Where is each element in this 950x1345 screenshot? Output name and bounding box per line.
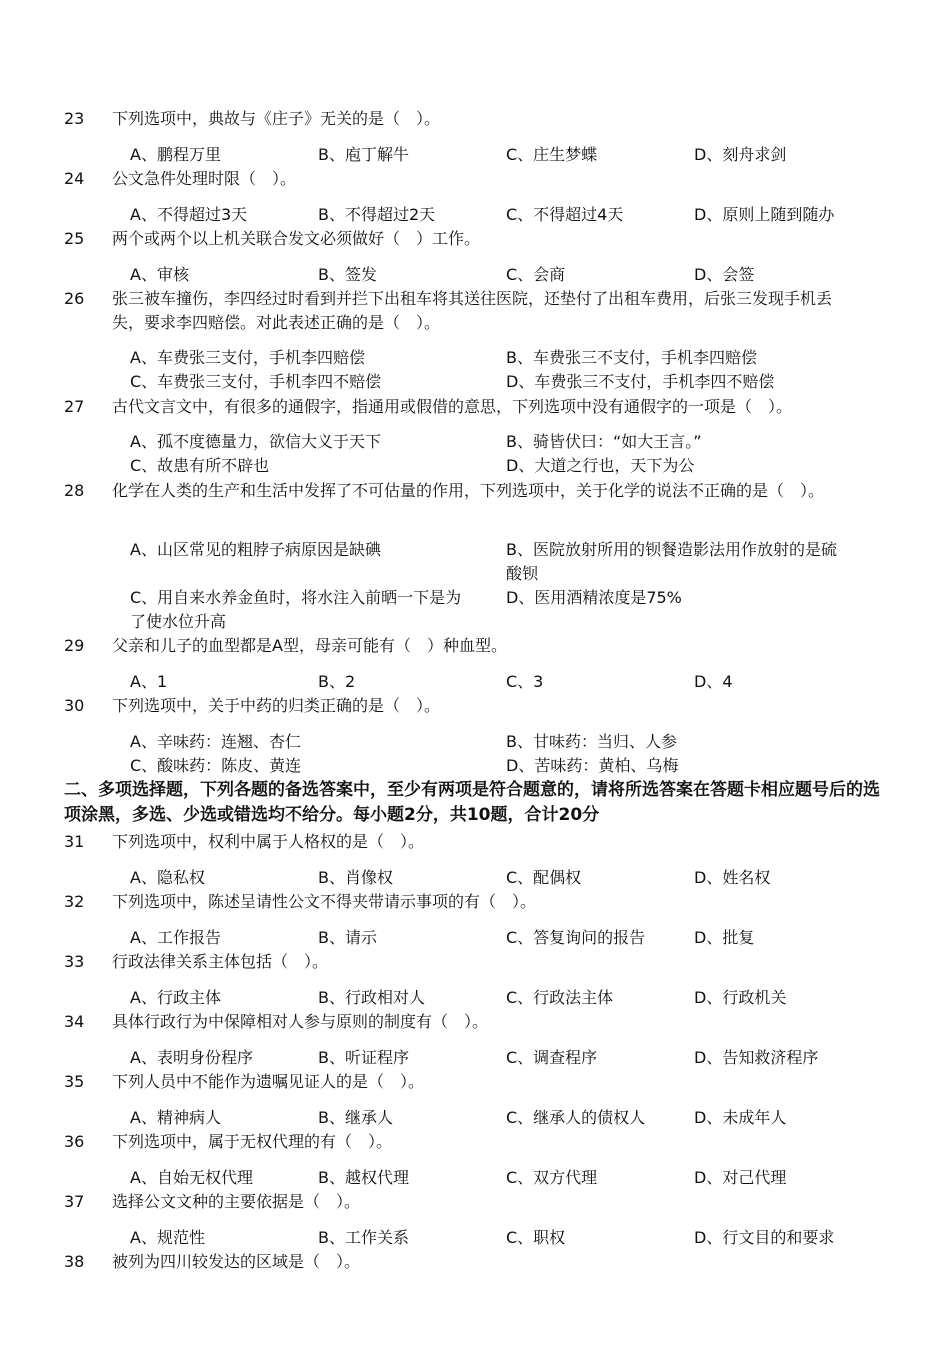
- option-d: D、对己代理: [694, 1168, 787, 1187]
- option-b: B、甘味药：当归、人参: [506, 732, 677, 751]
- option-d: D、未成年人: [694, 1108, 787, 1127]
- option-b: B、签发: [318, 265, 377, 284]
- option-a: A、表明身份程序: [130, 1048, 253, 1067]
- option-c: C、不得超过4天: [506, 205, 624, 224]
- question-number: 32: [64, 892, 85, 911]
- question-number: 29: [64, 636, 85, 655]
- option-a: A、不得超过3天: [130, 205, 248, 224]
- option-d: D、刻舟求剑: [694, 145, 787, 164]
- option-d: D、告知救济程序: [694, 1048, 819, 1067]
- option-d: D、批复: [694, 928, 755, 947]
- option-d: D、医用酒精浓度是75%: [506, 588, 682, 607]
- question-stem: 具体行政行为中保障相对人参与原则的制度有（ ）。: [112, 1012, 489, 1031]
- section-heading: 二、多项选择题，下列各题的备选答案中，至少有两项是符合题意的，请将所选答案在答题卡相应题号后的选项涂黑，多选、少选或错选均不给分。每小题2分，共10题，合计20分: [64, 780, 880, 825]
- question-number: 28: [64, 481, 85, 500]
- option-b: B、工作关系: [318, 1228, 409, 1247]
- option-c: C、故患有所不辟也: [130, 456, 270, 475]
- option-d: D、会签: [694, 265, 755, 284]
- option-d: D、行政机关: [694, 988, 787, 1007]
- option-a: A、鹏程万里: [130, 145, 221, 164]
- option-b: B、行政相对人: [318, 988, 425, 1007]
- question-stem: 下列选项中，权利中属于人格权的是（ ）。: [112, 832, 425, 851]
- question-stem: 两个或两个以上机关联合发文必须做好（ ）工作。: [112, 229, 481, 248]
- question-number: 35: [64, 1072, 85, 1091]
- option-b: B、骑皆伏曰：“如大王言。”: [506, 432, 702, 451]
- option-b: B、医院放射所用的钡餐造影法用作放射的是硫酸钡: [506, 540, 837, 583]
- option-b: B、继承人: [318, 1108, 393, 1127]
- option-c: C、酸味药：陈皮、黄连: [130, 756, 302, 775]
- option-a: A、山区常见的粗脖子病原因是缺碘: [130, 540, 381, 559]
- option-d: D、行文目的和要求: [694, 1228, 835, 1247]
- option-c: C、调查程序: [506, 1048, 598, 1067]
- option-b: B、请示: [318, 928, 377, 947]
- question-stem: 父亲和儿子的血型都是A型，母亲可能有（ ）种血型。: [112, 636, 507, 655]
- option-d: D、原则上随到随办: [694, 205, 835, 224]
- option-a: A、行政主体: [130, 988, 221, 1007]
- question-stem: 公文急件处理时限（ ）。: [112, 169, 297, 188]
- option-b: B、不得超过2天: [318, 205, 436, 224]
- question-number: 33: [64, 952, 85, 971]
- question-stem: 张三被车撞伤，李四经过时看到并拦下出租车将其送往医院，还垫付了出租车费用，后张三发现手机丢失，要求李四赔偿。对此表述正确的是（ ）。: [112, 289, 833, 332]
- option-d: D、苦味药：黄柏、乌梅: [506, 756, 679, 775]
- option-c: C、用自来水养金鱼时，将水注入前晒一下是为了使水位升高: [130, 588, 462, 631]
- question-stem: 化学在人类的生产和生活中发挥了不可估量的作用，下列选项中，关于化学的说法不正确的是（ ）。: [112, 481, 825, 500]
- option-a: A、1: [130, 672, 168, 691]
- question-number: 26: [64, 289, 85, 308]
- question-number: 25: [64, 229, 85, 248]
- question-number: 27: [64, 397, 85, 416]
- question-number: 38: [64, 1252, 85, 1271]
- option-a: A、隐私权: [130, 868, 205, 887]
- option-a: A、工作报告: [130, 928, 221, 947]
- question-number: 23: [64, 109, 85, 128]
- question-stem: 下列选项中，属于无权代理的有（ ）。: [112, 1132, 393, 1151]
- option-c: C、行政法主体: [506, 988, 614, 1007]
- option-c: C、3: [506, 672, 544, 691]
- option-b: B、听证程序: [318, 1048, 409, 1067]
- question-stem: 下列选项中，陈述呈请性公文不得夹带请示事项的有（ ）。: [112, 892, 537, 911]
- option-a: A、自始无权代理: [130, 1168, 253, 1187]
- option-d: D、姓名权: [694, 868, 771, 887]
- option-d: D、4: [694, 672, 733, 691]
- option-c: C、答复询问的报告: [506, 928, 646, 947]
- question-number: 24: [64, 169, 85, 188]
- option-c: C、双方代理: [506, 1168, 598, 1187]
- option-d: D、车费张三不支付，手机李四不赔偿: [506, 372, 775, 391]
- question-stem: 下列选项中，关于中药的归类正确的是（ ）。: [112, 696, 441, 715]
- option-c: C、职权: [506, 1228, 566, 1247]
- option-c: C、会商: [506, 265, 566, 284]
- option-c: C、配偶权: [506, 868, 582, 887]
- question-stem: 选择公文文种的主要依据是（ ）。: [112, 1192, 361, 1211]
- option-a: A、车费张三支付，手机李四赔偿: [130, 348, 365, 367]
- option-a: A、辛味药：连翘、杏仁: [130, 732, 301, 751]
- option-a: A、审核: [130, 265, 189, 284]
- option-a: A、孤不度德量力，欲信大义于天下: [130, 432, 381, 451]
- question-stem: 行政法律关系主体包括（ ）。: [112, 952, 329, 971]
- option-d: D、大道之行也，天下为公: [506, 456, 695, 475]
- option-a: A、规范性: [130, 1228, 205, 1247]
- question-number: 37: [64, 1192, 85, 1211]
- question-stem: 古代文言文中，有很多的通假字，指通用或假借的意思，下列选项中没有通假字的一项是（ ）。: [112, 397, 793, 416]
- question-number: 36: [64, 1132, 85, 1151]
- question-number: 34: [64, 1012, 85, 1031]
- question-stem: 下列选项中，典故与《庄子》无关的是（ ）。: [112, 109, 441, 128]
- option-c: C、继承人的债权人: [506, 1108, 646, 1127]
- option-b: B、2: [318, 672, 356, 691]
- option-b: B、车费张三不支付，手机李四赔偿: [506, 348, 757, 367]
- option-a: A、精神病人: [130, 1108, 221, 1127]
- question-number: 31: [64, 832, 85, 851]
- option-b: B、庖丁解牛: [318, 145, 409, 164]
- question-stem: 下列人员中不能作为遗嘱见证人的是（ ）。: [112, 1072, 425, 1091]
- question-number: 30: [64, 696, 85, 715]
- option-b: B、肖像权: [318, 868, 393, 887]
- option-b: B、越权代理: [318, 1168, 409, 1187]
- question-stem: 被列为四川较发达的区域是（ ）。: [112, 1252, 361, 1271]
- option-c: C、车费张三支付，手机李四不赔偿: [130, 372, 382, 391]
- option-c: C、庄生梦蝶: [506, 145, 598, 164]
